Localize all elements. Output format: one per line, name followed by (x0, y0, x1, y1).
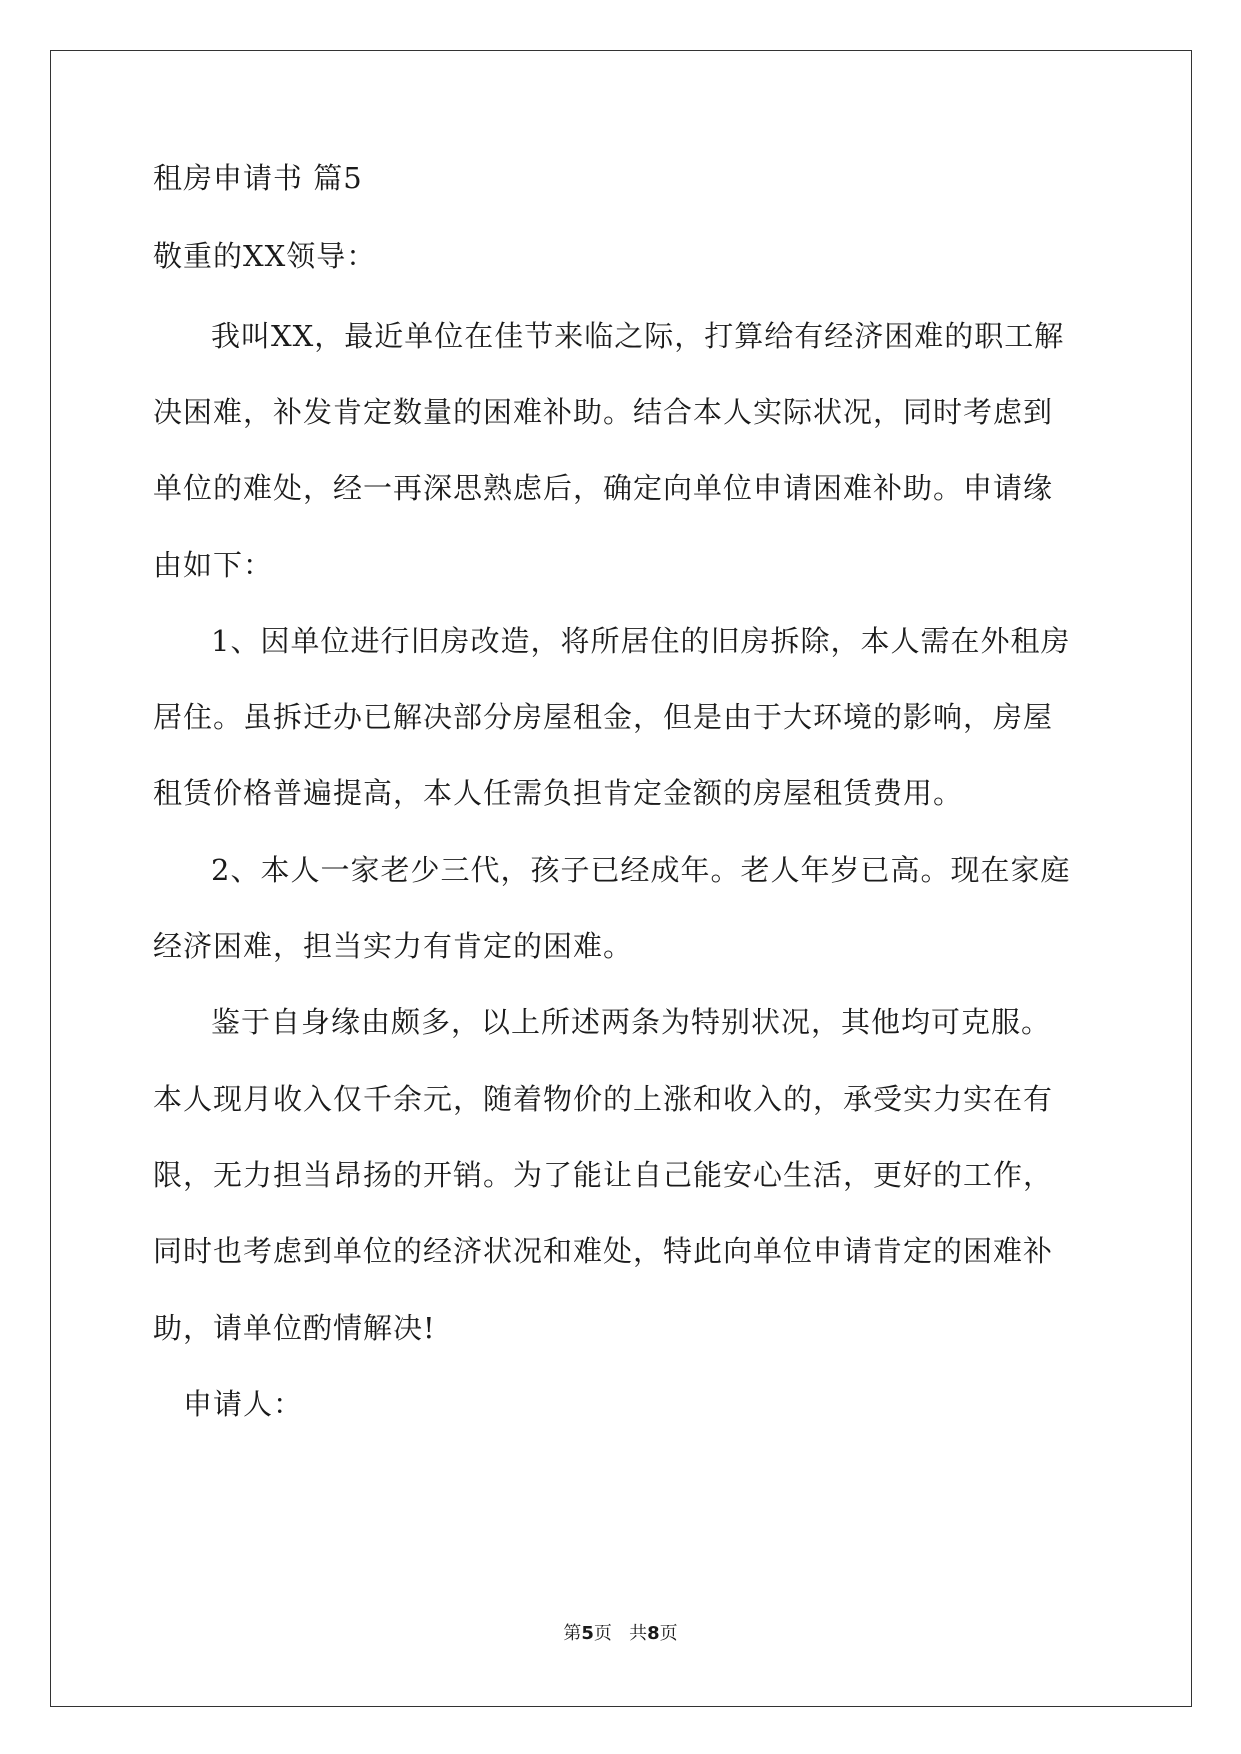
footer-suffix: 页 (659, 1623, 678, 1644)
paragraph-4-line-5: 助，请单位酌情解决! (153, 1311, 436, 1345)
paragraph-2-line-2: 居住。虽拆迁办已解决部分房屋租金，但是由于大环境的影响，房屋 (153, 700, 1054, 734)
paragraph-4-line-1: 鉴于自身缘由颇多，以上所述两条为特别状况，其他均可克服。 (211, 1005, 1052, 1039)
document-title: 租房申请书 篇5 (153, 161, 363, 195)
salutation: 敬重的XX领导： (153, 239, 377, 273)
paragraph-4-line-3: 限，无力担当昂扬的开销。为了能让自己能安心生活，更好的工作， (153, 1158, 1054, 1192)
footer-page-number: 5 (581, 1623, 594, 1644)
footer-total-pages: 8 (647, 1623, 660, 1644)
signature-label: 申请人： (183, 1387, 304, 1421)
paragraph-3-line-2: 经济困难，担当实力有肯定的困难。 (153, 929, 634, 963)
paragraph-1-line-1: 我叫XX，最近单位在佳节来临之际，打算给有经济困难的职工解 (211, 319, 1065, 353)
paragraph-2-line-3: 租赁价格普遍提高，本人任需负担肯定金额的房屋租赁费用。 (153, 776, 964, 810)
footer-middle: 页 共 (593, 1623, 648, 1644)
paragraph-1-line-3: 单位的难处，经一再深思熟虑后，确定向单位申请困难补助。申请缘 (153, 471, 1054, 505)
paragraph-1-line-2: 决困难，补发肯定数量的困难补助。结合本人实际状况，同时考虑到 (153, 395, 1054, 429)
paragraph-1-line-4: 由如下： (153, 548, 274, 582)
paragraph-2-line-1: 1、因单位进行旧房改造，将所居住的旧房拆除，本人需在外租房 (211, 624, 1071, 658)
paragraph-4-line-4: 同时也考虑到单位的经济状况和难处，特此向单位申请肯定的困难补 (153, 1234, 1054, 1268)
page-footer (0, 1622, 1241, 1646)
paragraph-4-line-2: 本人现月收入仅千余元，随着物价的上涨和收入的，承受实力实在有 (153, 1082, 1054, 1116)
paragraph-3-line-1: 2、本人一家老少三代，孩子已经成年。老人年岁已高。现在家庭 (211, 853, 1071, 887)
footer-prefix: 第 (563, 1623, 582, 1644)
